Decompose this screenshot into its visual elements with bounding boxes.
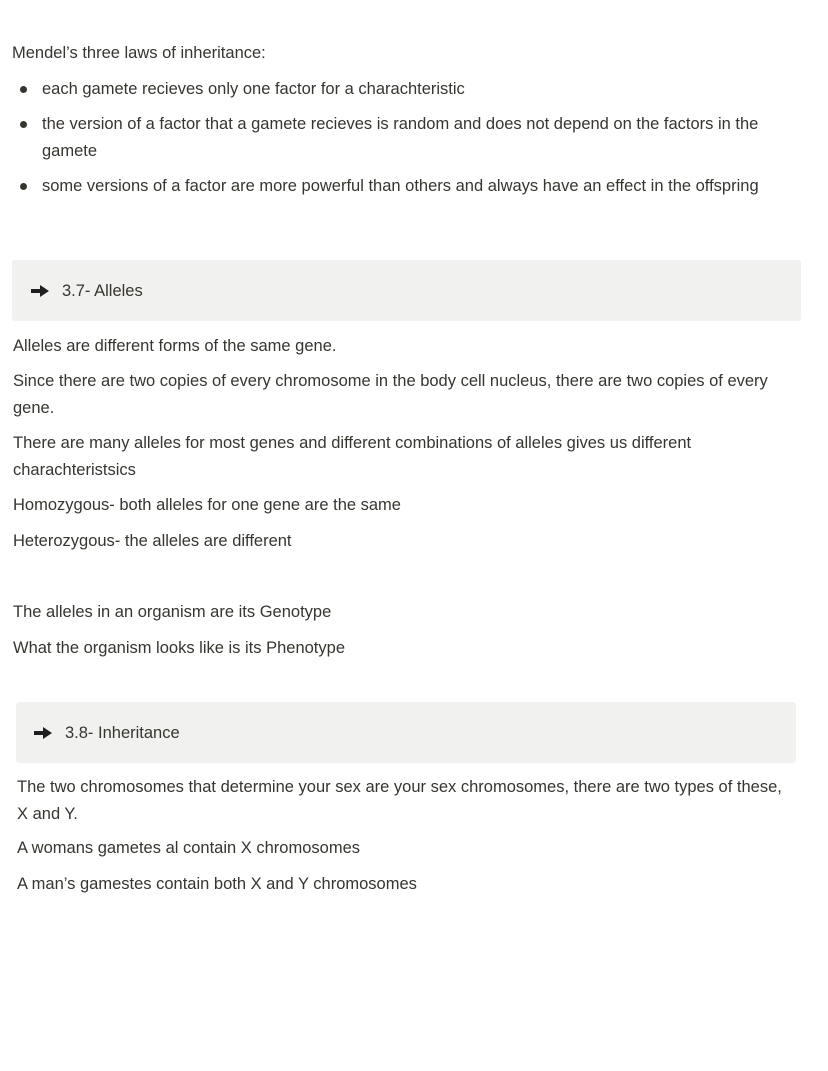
list-item bbox=[0, 111, 800, 165]
paragraph: Since there are two copies of every chromosome in the body cell nucleus, there are two copies of every gene. bbox=[13, 372, 768, 417]
paragraph: There are many alleles for most genes and different combinations of alleles gives us different charachteristsics bbox=[13, 434, 692, 479]
paragraph: What the organism looks like is its Phenotype bbox=[13, 639, 345, 657]
section-heading: 3.7- Alleles bbox=[62, 281, 143, 300]
arrow-right-icon bbox=[33, 726, 53, 740]
paragraph: Heterozygous- the alleles are different bbox=[13, 532, 292, 550]
callout-alleles bbox=[12, 260, 801, 321]
paragraph: The alleles in an organism are its Genotype bbox=[13, 603, 332, 621]
list-item-text: each gamete recieves only one factor for a charachteristic bbox=[42, 80, 465, 98]
list-item bbox=[0, 173, 800, 200]
list-item-text: the version of a factor that a gamete recieves is random and does not depend on the factors in the gamete bbox=[42, 115, 759, 160]
paragraph: The two chromosomes that determine your sex are your sex chromosomes, there are two types of these, X and Y. bbox=[17, 778, 782, 823]
list-item-text: some versions of a factor are more powerful than others and always have an effect in the offspring bbox=[42, 177, 759, 195]
paragraph: Homozygous- both alleles for one gene are the same bbox=[13, 496, 401, 514]
bullet-dot-icon bbox=[20, 121, 27, 128]
bullet-dot-icon bbox=[20, 183, 27, 190]
list-item bbox=[0, 76, 800, 103]
laws-list bbox=[0, 76, 800, 208]
paragraph: A man’s gamestes contain both X and Y chromosomes bbox=[17, 875, 417, 893]
section-heading: 3.8- Inheritance bbox=[65, 723, 180, 742]
intro-title: Mendel’s three laws of inheritance: bbox=[12, 44, 266, 62]
paragraph: Alleles are different forms of the same gene. bbox=[13, 337, 337, 355]
callout-inheritance bbox=[16, 702, 796, 763]
arrow-right-icon bbox=[30, 284, 50, 298]
paragraph: A womans gametes al contain X chromosomes bbox=[17, 839, 360, 857]
bullet-dot-icon bbox=[20, 86, 27, 93]
